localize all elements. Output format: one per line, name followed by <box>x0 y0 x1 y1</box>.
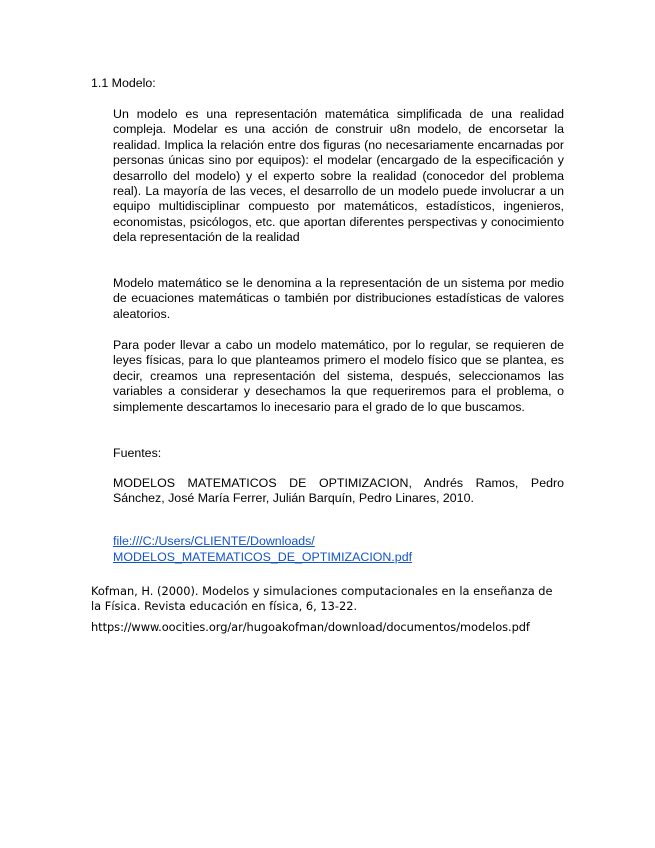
paragraph-modelo-matematico: Modelo matemático se le denomina a la representación de un sistema por medio de ecuaciones matemáticas o también por distribuciones estadísticas de valores aleatorios. <box>113 276 564 321</box>
section-heading: 1.1 Modelo: <box>91 76 156 90</box>
citation-url: https://www.oocities.org/ar/hugoakofman/download/documentos/modelos.pdf <box>91 620 530 634</box>
source-reference: MODELOS MATEMATICOS DE OPTIMIZACION, Andrés Ramos, Pedro Sánchez, José María Ferrer, Julián Barquín, Pedro Linares, 2010. <box>113 476 564 506</box>
source-link[interactable] <box>113 534 564 565</box>
sources-label: Fuentes: <box>113 446 162 460</box>
source-link-line-1[interactable]: file:///C:/Users/CLIENTE/Downloads/ <box>113 534 315 549</box>
paragraph-modelo-definition: Un modelo es una representación matemática simplificada de una realidad compleja. Modelar es una acción de construir u8n modelo, de encorsetar la realidad. Implica la relación entre dos figuras (no necesariamente encarnadas por personas únicas sino por equipos): el modelar (encargado de la especificación y desarrollo del modelo) y el experto sobre la realidad (conocedor del problema real). La mayoría de las veces, el desarrollo de un modelo puede involucrar a un equipo multidisciplinar compuesto por matemáticos, estadísticos, ingenieros, economistas, psicólogos, etc. que aportan diferentes perspectivas y conocimiento dela representación de la realidad <box>113 107 564 245</box>
source-link-line-2[interactable]: MODELOS_MATEMATICOS_DE_OPTIMIZACION.pdf <box>113 549 413 564</box>
citation-kofman: Kofman, H. (2000). Modelos y simulaciones computacionales en la enseñanza de la Física. Revista educación en física, 6, 13-22. <box>91 584 553 613</box>
paragraph-leyes-fisicas: Para poder llevar a cabo un modelo matemático, por lo regular, se requieren de leyes físicas, para lo que planteamos primero el modelo físico que se plantea, es decir, creamos una representación del sistema, después, seleccionamos las variables a considerar y desechamos la que requeriremos para el problema, o simplemente descartamos lo inecesario para el grado de lo que buscamos. <box>113 338 564 414</box>
